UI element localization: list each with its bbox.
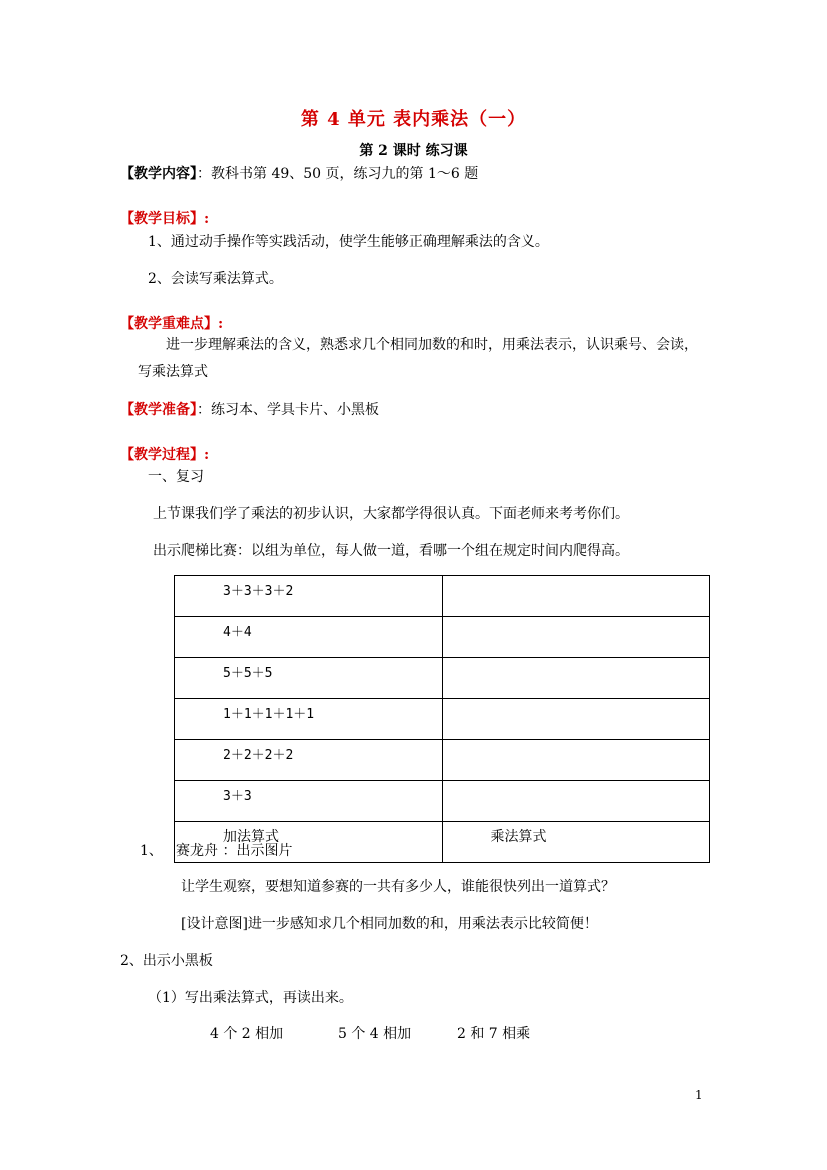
goal-item-1: 1、通过动手操作等实践活动，使学生能够正确理解乘法的含义。 — [148, 234, 549, 250]
table-cell-empty — [442, 740, 710, 781]
footer-multiplication-label: 乘法算式 — [442, 822, 710, 863]
table-cell-empty — [442, 658, 710, 699]
teaching-content — [120, 163, 478, 183]
table-row — [175, 658, 710, 699]
item-1-paragraph-1: 让学生观察，要想知道参赛的一共有多少人，谁能很快列出一道算式？ — [181, 879, 615, 895]
table-row — [175, 740, 710, 781]
exercise-3: 2 和 7 相乘 — [457, 1026, 531, 1042]
teaching-prep-label: 【教学准备】 — [120, 402, 197, 418]
table-row — [175, 576, 710, 617]
table-row — [175, 781, 710, 822]
table-cell-addition: 2＋2＋2＋2 — [175, 740, 443, 781]
key-points-heading: 【教学重难点】: — [120, 316, 224, 332]
table-row — [175, 617, 710, 658]
goals-heading: 【教学目标】: — [120, 211, 210, 227]
table-cell-addition: 1＋1＋1＋1＋1 — [175, 699, 443, 740]
table-row — [175, 699, 710, 740]
key-points-line-2: 写乘法算式 — [138, 364, 208, 380]
footer-addition-label: 加法算式 — [175, 822, 443, 863]
goal-item-2: 2、会读写乘法算式。 — [148, 271, 283, 287]
review-heading: 一、复习 — [148, 469, 204, 485]
table-cell-addition: 3＋3 — [175, 781, 443, 822]
table-cell-empty — [442, 781, 710, 822]
practice-table — [174, 575, 710, 863]
table-cell-addition: 3＋3＋3＋2 — [175, 576, 443, 617]
table-cell-empty — [442, 699, 710, 740]
table-cell-addition: 4＋4 — [175, 617, 443, 658]
teaching-prep-text: ：练习本、学具卡片、小黑板 — [197, 402, 379, 418]
lesson-subtitle: 第 2 课时 练习课 — [359, 143, 468, 159]
item-1-number: 1、 — [140, 843, 163, 859]
teaching-prep — [120, 399, 379, 419]
item-1-heading: 赛龙舟 ：出示图片 — [176, 843, 293, 859]
item-1-paragraph-2: [设计意图]进一步感知求几个相同加数的和，用乘法表示比较简便！ — [181, 916, 598, 932]
table-cell-addition: 5＋5＋5 — [175, 658, 443, 699]
review-paragraph-2: 出示爬梯比赛：以组为单位，每人做一道，看哪一个组在规定时间内爬得高。 — [153, 543, 629, 559]
table-cell-empty — [442, 617, 710, 658]
page-number: 1 — [695, 1088, 703, 1102]
teaching-content-label: 【教学内容】 — [120, 166, 197, 182]
process-heading: 【教学过程】: — [120, 447, 210, 463]
review-paragraph-1: 上节课我们学了乘法的初步认识，大家都学得很认真。下面老师来考考你们。 — [153, 506, 629, 522]
key-points-line-1: 进一步理解乘法的含义，熟悉求几个相同加数的和时，用乘法表示，认识乘号、会读， — [166, 337, 698, 353]
item-2-heading: 2、出示小黑板 — [120, 953, 213, 969]
exercise-1: 4 个 2 相加 — [210, 1026, 284, 1042]
teaching-content-text: ：教科书第 49、50 页，练习九的第 1～6 题 — [197, 166, 479, 182]
item-2-subheading: （1）写出乘法算式，再读出来。 — [148, 990, 353, 1006]
page-title: 第 4 单元 表内乘法（一） — [300, 109, 527, 130]
exercise-2: 5 个 4 相加 — [338, 1026, 412, 1042]
table-cell-empty — [442, 576, 710, 617]
